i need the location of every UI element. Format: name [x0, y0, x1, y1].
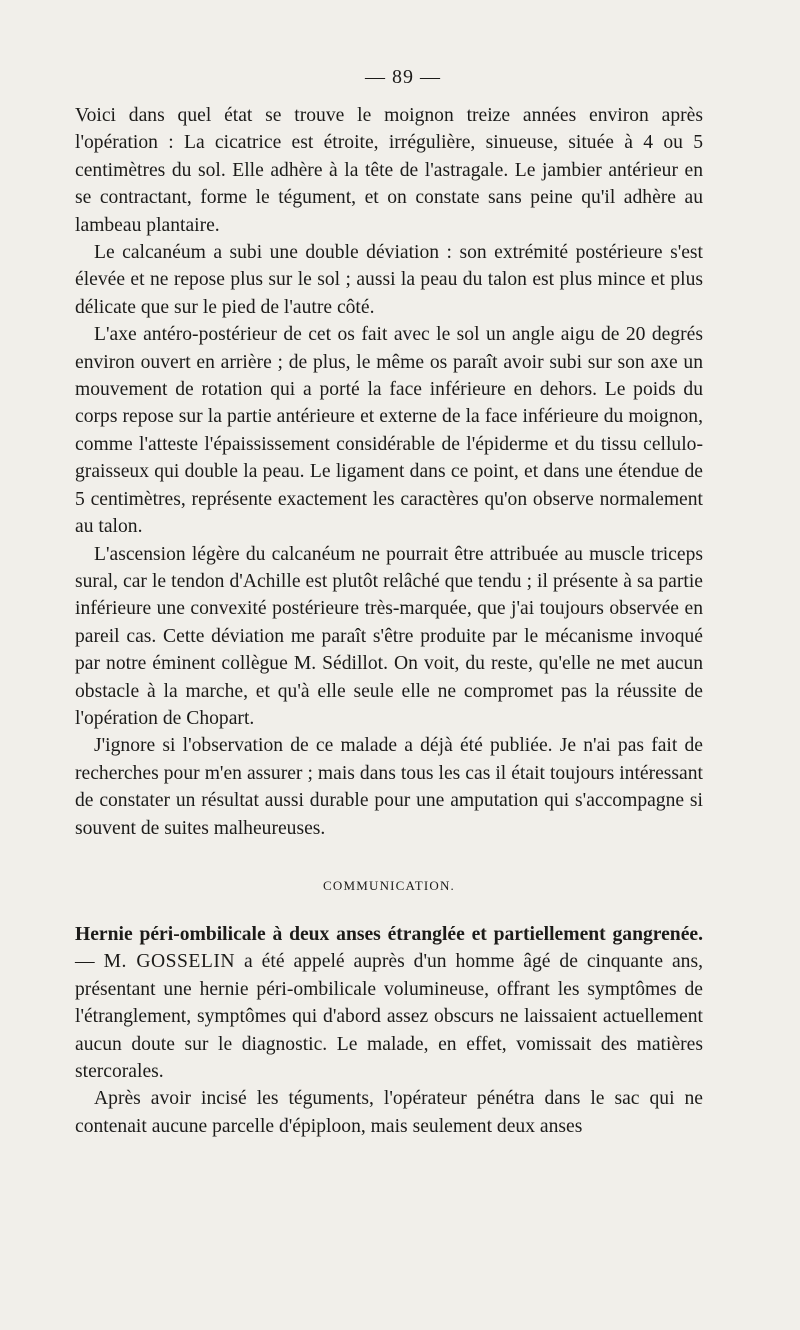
- paragraph-4: L'ascension légère du calcanéum ne pourrait être attribuée au muscle triceps sural, car le tendon d'Achille est plutôt relâché que tendu ; il présente à sa partie inférieure une convexité postérieure très-marquée, que j'ai toujours observée en pareil cas. Cette déviation me paraît s'être produite par le mécanisme invoqué par notre éminent collègue M. Sédillot. On voit, du reste, qu'elle ne met aucun obstacle à la marche, et qu'à elle seule elle ne compromet pas la réussite de l'opération de Chopart.: [75, 543, 703, 729]
- paragraph-2: Le calcanéum a subi une double déviation : son extrémité postérieure s'est élevée et ne repose plus sur le sol ; aussi la peau du talon est plus mince et plus délicate que sur le pied de l'autre côté.: [75, 242, 703, 318]
- page-number: — 89 —: [365, 66, 441, 88]
- paragraph-1: Voici dans quel état se trouve le moignon treize années environ après l'opération : La cicatrice est étroite, irrégulière, sinueuse, située à 4 ou 5 centimètres du sol. Elle adhère à la tête de l'astragale. Le jambier antérieur en se contractant, forme le tégument, et on constate sans peine qu'il adhère au lambeau plantaire.: [75, 105, 703, 236]
- paragraph-3: L'axe antéro-postérieur de cet os fait avec le sol un angle aigu de 20 degrés environ ouvert en arrière ; de plus, le même os paraît avoir subi sur son axe un mouvement de rotation qui a porté la face inférieure en dehors. Le poids du corps repose sur la partie antérieure et externe de la face inférieure du moignon, comme l'atteste l'épaississement considérable de l'épiderme et du tissu cellulo-graisseux qui double la peau. Le ligament dans ce point, et dans une étendue de 5 centimètres, représente exactement les caractères qu'on observe normalement au talon.: [75, 324, 703, 538]
- communication-title: Hernie péri-ombilicale à deux anses étranglée et partiellement gangrenée.: [75, 923, 703, 945]
- communication-paragraph-2: Après avoir incisé les téguments, l'opérateur pénétra dans le sac qui ne contenait aucune parcelle d'épiploon, mais seulement deux anses: [75, 1088, 703, 1137]
- title-dash: —: [75, 951, 104, 973]
- communication-paragraph-1: [75, 921, 703, 1085]
- paragraph-5: J'ignore si l'observation de ce malade a déjà été publiée. Je n'ai pas fait de recherches pour m'en assurer ; mais dans tous les cas il était toujours intéressant de constater un résultat aussi durable pour une amputation qui s'accompagne si souvent de suites malheureuses.: [75, 735, 703, 839]
- author-name: M. GOSSELIN: [103, 951, 236, 973]
- section-heading: COMMUNICATION.: [323, 877, 455, 893]
- communication-text: a été appelé auprès d'un homme âgé de cinquante ans, présentant une hernie péri-ombilicale volumineuse, offrant les symptômes de l'étranglement, symptômes qui d'abord assez obscurs ne laissaient actuellement aucun doute sur le diagnostic. Le malade, en effet, vomissait des matières stercorales.: [75, 951, 704, 1082]
